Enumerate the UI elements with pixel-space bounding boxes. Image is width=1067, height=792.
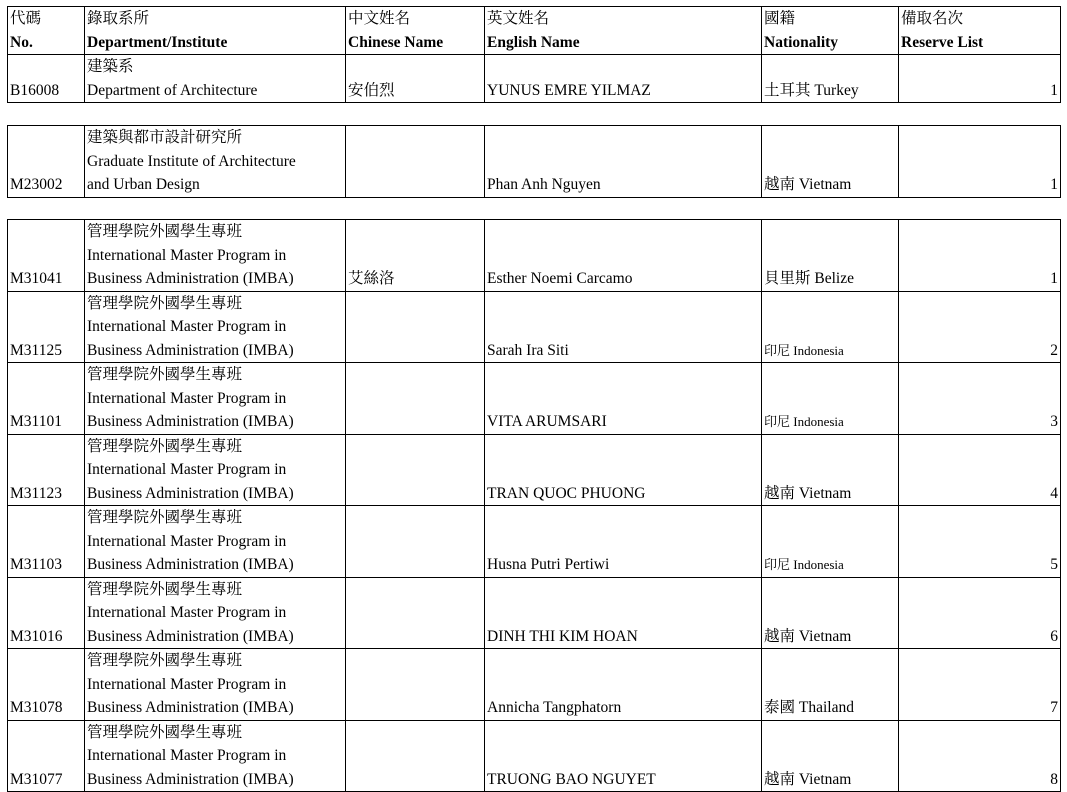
table-row xyxy=(8,220,1061,292)
rank-cell: 1 xyxy=(899,126,1061,198)
code-cell: M31125 xyxy=(8,291,85,363)
ename-cell: YUNUS EMRE YILMAZ xyxy=(485,55,762,103)
reserve-table-imba xyxy=(7,219,1061,792)
ename-cell: Phan Anh Nguyen xyxy=(485,126,762,198)
dept-line: Business Administration (IMBA) xyxy=(87,341,294,359)
dept-line: 管理學院外國學生專班 xyxy=(87,509,243,526)
table-row xyxy=(8,363,1061,435)
header-code xyxy=(8,7,85,55)
header-cname xyxy=(346,7,485,55)
nat-cell: 越南 Vietnam xyxy=(762,434,899,506)
code-cell: M31078 xyxy=(8,649,85,721)
code-cell: M31016 xyxy=(8,577,85,649)
header-nat-en: Nationality xyxy=(764,33,839,51)
dept-line: 建築系 xyxy=(87,58,134,75)
dept-line: 管理學院外國學生專班 xyxy=(87,294,243,312)
table-row xyxy=(8,506,1061,578)
header-dept-zh: 錄取系所 xyxy=(87,10,150,27)
nat-cell: 印尼 Indonesia xyxy=(762,363,899,435)
header-nat-zh: 國籍 xyxy=(764,10,796,27)
rank-cell: 6 xyxy=(899,577,1061,649)
rank-cell: 5 xyxy=(899,506,1061,578)
dept-line: International Master Program in xyxy=(87,747,287,764)
cname-cell xyxy=(346,649,485,721)
dept-cell xyxy=(85,126,346,198)
code-cell: M31123 xyxy=(8,434,85,506)
dept-line: Business Administration (IMBA) xyxy=(87,556,294,573)
dept-cell xyxy=(85,55,346,103)
cname-cell: 安伯烈 xyxy=(346,55,485,103)
reserve-table-architecture xyxy=(7,6,1061,103)
nat-cell: 印尼 Indonesia xyxy=(762,291,899,363)
rank-cell: 7 xyxy=(899,649,1061,721)
dept-line: 管理學院外國學生專班 xyxy=(87,437,243,455)
dept-line: International Master Program in xyxy=(87,604,287,621)
dept-cell xyxy=(85,506,346,578)
dept-line: Business Administration (IMBA) xyxy=(87,270,294,287)
cname-cell xyxy=(346,363,485,435)
table-row xyxy=(8,649,1061,721)
header-cname-zh: 中文姓名 xyxy=(348,10,411,27)
nat-cell: 越南 Vietnam xyxy=(762,720,899,792)
table-row xyxy=(8,126,1061,198)
nat-cell: 印尼 Indonesia xyxy=(762,506,899,578)
dept-line: Business Administration (IMBA) xyxy=(87,484,294,502)
rank-cell: 4 xyxy=(899,434,1061,506)
dept-line: 管理學院外國學生專班 xyxy=(87,366,243,383)
header-ename xyxy=(485,7,762,55)
dept-cell xyxy=(85,434,346,506)
header-cname-en: Chinese Name xyxy=(348,33,444,51)
header-dept-en: Department/Institute xyxy=(87,33,228,51)
dept-line: 管理學院外國學生專班 xyxy=(87,652,243,669)
nat-cell: 泰國 Thailand xyxy=(762,649,899,721)
dept-line: International Master Program in xyxy=(87,246,287,264)
header-rank-zh: 備取名次 xyxy=(901,10,964,27)
dept-cell xyxy=(85,720,346,792)
table-row xyxy=(8,291,1061,363)
cname-cell xyxy=(346,434,485,506)
cname-cell: 艾絲洛 xyxy=(346,220,485,292)
dept-line: International Master Program in xyxy=(87,675,287,693)
table-row xyxy=(8,434,1061,506)
dept-line: Business Administration (IMBA) xyxy=(87,413,294,430)
nat-cell: 越南 Vietnam xyxy=(762,577,899,649)
header-ename-en: English Name xyxy=(487,33,580,51)
header-rank-en: Reserve List xyxy=(901,33,984,51)
cname-cell xyxy=(346,506,485,578)
dept-line: International Master Program in xyxy=(87,532,287,550)
dept-line: International Master Program in xyxy=(87,389,287,407)
ename-cell: Sarah Ira Siti xyxy=(485,291,762,363)
dept-cell xyxy=(85,220,346,292)
header-rank xyxy=(899,7,1061,55)
dept-line: 管理學院外國學生專班 xyxy=(87,723,243,741)
code-cell: B16008 xyxy=(8,55,85,103)
table-row xyxy=(8,720,1061,792)
dept-line: Business Administration (IMBA) xyxy=(87,627,294,645)
header-dept xyxy=(85,7,346,55)
dept-line: 建築與都市設計研究所 xyxy=(87,129,243,146)
header-ename-zh: 英文姓名 xyxy=(487,10,550,27)
rank-cell: 1 xyxy=(899,220,1061,292)
nat-cell: 越南 Vietnam xyxy=(762,126,899,198)
reserve-table-urban-design xyxy=(7,125,1061,198)
dept-line: International Master Program in xyxy=(87,461,287,478)
dept-line: Graduate Institute of Architecture xyxy=(87,152,296,170)
code-cell: M31101 xyxy=(8,363,85,435)
ename-cell: Annicha Tangphatorn xyxy=(485,649,762,721)
cname-cell xyxy=(346,291,485,363)
rank-cell: 3 xyxy=(899,363,1061,435)
table-row xyxy=(8,577,1061,649)
code-cell: M23002 xyxy=(8,126,85,198)
dept-cell xyxy=(85,363,346,435)
header-nat xyxy=(762,7,899,55)
dept-line: 管理學院外國學生專班 xyxy=(87,223,243,240)
code-cell: M31103 xyxy=(8,506,85,578)
dept-cell xyxy=(85,291,346,363)
rank-cell: 1 xyxy=(899,55,1061,103)
cname-cell xyxy=(346,577,485,649)
dept-line: and Urban Design xyxy=(87,176,200,193)
ename-cell: TRAN QUOC PHUONG xyxy=(485,434,762,506)
cname-cell xyxy=(346,720,485,792)
header-code-en: No. xyxy=(10,33,33,51)
ename-cell: Esther Noemi Carcamo xyxy=(485,220,762,292)
ename-cell: TRUONG BAO NGUYET xyxy=(485,720,762,792)
dept-line: Business Administration (IMBA) xyxy=(87,770,294,788)
rank-cell: 8 xyxy=(899,720,1061,792)
ename-cell: DINH THI KIM HOAN xyxy=(485,577,762,649)
dept-line: 管理學院外國學生專班 xyxy=(87,580,243,598)
dept-line: International Master Program in xyxy=(87,318,287,335)
header-row xyxy=(8,7,1061,55)
code-cell: M31041 xyxy=(8,220,85,292)
code-cell: M31077 xyxy=(8,720,85,792)
dept-cell xyxy=(85,649,346,721)
rank-cell: 2 xyxy=(899,291,1061,363)
dept-line: Department of Architecture xyxy=(87,81,258,99)
dept-cell xyxy=(85,577,346,649)
nat-cell: 貝里斯 Belize xyxy=(762,220,899,292)
ename-cell: VITA ARUMSARI xyxy=(485,363,762,435)
cname-cell xyxy=(346,126,485,198)
table-row xyxy=(8,55,1061,103)
ename-cell: Husna Putri Pertiwi xyxy=(485,506,762,578)
nat-cell: 土耳其 Turkey xyxy=(762,55,899,103)
header-code-zh: 代碼 xyxy=(10,10,42,27)
dept-line: Business Administration (IMBA) xyxy=(87,699,294,716)
